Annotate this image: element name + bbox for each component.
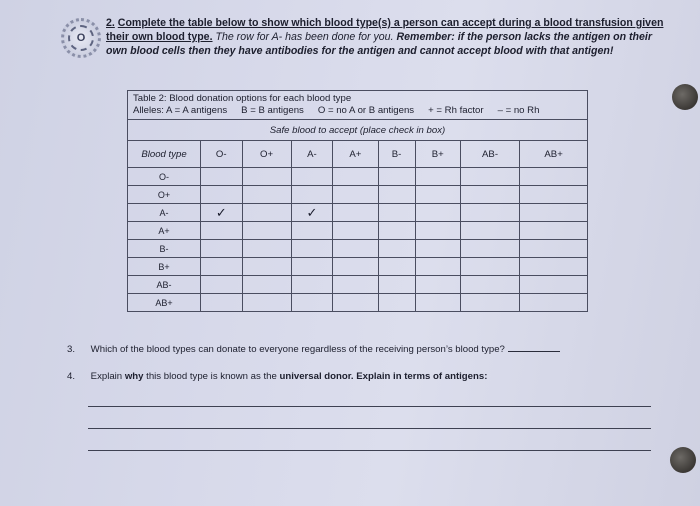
check-cell[interactable] [460, 276, 519, 294]
check-cell[interactable] [520, 258, 588, 276]
allele-legend-item: O = no A or B antigens [317, 105, 415, 116]
check-cell[interactable] [242, 204, 291, 222]
check-cell[interactable] [378, 168, 415, 186]
check-cell[interactable] [201, 168, 243, 186]
row-blood-type-label: O+ [128, 186, 201, 204]
column-header-b-neg: B- [378, 141, 415, 168]
check-cell[interactable] [201, 294, 243, 312]
check-cell[interactable] [242, 168, 291, 186]
table-row [128, 294, 588, 312]
check-cell[interactable] [378, 186, 415, 204]
check-cell[interactable] [333, 168, 378, 186]
check-cell[interactable] [242, 222, 291, 240]
check-cell[interactable] [378, 204, 415, 222]
table-row [128, 276, 588, 294]
check-cell[interactable] [415, 240, 460, 258]
table-row [128, 258, 588, 276]
check-mark-icon: ✓ [215, 204, 227, 220]
check-cell[interactable] [333, 258, 378, 276]
question-4-mid: this blood type is known as the [143, 371, 280, 382]
question-4 [67, 371, 487, 382]
row-blood-type-label: B+ [128, 258, 201, 276]
blood-cell-icon [61, 18, 101, 58]
row-blood-type-label: B- [128, 240, 201, 258]
allele-legend-item: B = B antigens [241, 105, 304, 116]
check-cell[interactable] [415, 294, 460, 312]
allele-legend-item: – = no Rh [497, 105, 540, 116]
safe-blood-header [128, 120, 588, 141]
check-cell[interactable] [460, 258, 519, 276]
check-cell[interactable] [415, 168, 460, 186]
allele-legend-item: + = Rh factor [428, 105, 484, 116]
question-4-number: 4. [67, 371, 76, 382]
check-cell[interactable] [333, 204, 378, 222]
check-cell[interactable] [520, 222, 588, 240]
safe-blood-label: Safe blood to accept [269, 124, 358, 136]
check-cell[interactable] [378, 222, 415, 240]
check-cell[interactable] [291, 240, 333, 258]
check-cell[interactable] [460, 294, 519, 312]
check-cell[interactable] [291, 186, 333, 204]
question-2-instruction: Complete the table below to show which blood type(s) a person can accept during a blood transfusion given their own blood type. [106, 17, 664, 43]
check-cell[interactable] [378, 258, 415, 276]
check-cell[interactable] [291, 204, 333, 222]
check-cell[interactable] [460, 186, 519, 204]
table-title: Table 2: Blood donation options for each blood type [133, 93, 352, 104]
check-cell[interactable] [333, 186, 378, 204]
check-cell[interactable] [291, 294, 333, 312]
check-mark-icon: ✓ [306, 204, 318, 220]
allele-legend-item: Alleles: A = A antigens [133, 105, 228, 116]
check-cell[interactable] [333, 240, 378, 258]
check-cell[interactable] [201, 240, 243, 258]
column-header-o-negpos: O+ [242, 141, 291, 168]
question-3 [67, 344, 560, 355]
check-cell[interactable] [291, 258, 333, 276]
check-cell[interactable] [333, 276, 378, 294]
check-cell[interactable] [333, 222, 378, 240]
row-blood-type-label: A+ [128, 222, 201, 240]
check-cell[interactable] [520, 186, 588, 204]
answer-line[interactable] [88, 428, 651, 429]
column-header-b-negpos: B+ [415, 141, 460, 168]
check-cell[interactable] [242, 294, 291, 312]
column-header-o-neg: O- [201, 141, 243, 168]
question-2-reminder: Remember: if the person lacks the antigen on their own blood cells then they have antibodies for the antigen and cannot accept blood with that antigen! [106, 31, 652, 57]
blood-cell-inner-icon: O [68, 25, 94, 51]
check-cell[interactable] [242, 240, 291, 258]
check-cell[interactable] [378, 276, 415, 294]
check-cell[interactable] [242, 276, 291, 294]
question-4-bold-why: why [124, 371, 144, 382]
blood-type-column-header: Blood type [128, 141, 201, 168]
table-row [128, 204, 588, 222]
check-cell[interactable] [460, 204, 519, 222]
punch-hole [670, 447, 696, 473]
punch-hole [672, 84, 698, 110]
question-3-number: 3. [67, 344, 76, 355]
check-cell[interactable] [201, 186, 243, 204]
check-cell[interactable] [415, 258, 460, 276]
check-cell[interactable] [291, 168, 333, 186]
table-row [128, 168, 588, 186]
check-cell[interactable] [415, 222, 460, 240]
check-cell[interactable] [460, 222, 519, 240]
blood-donation-table [127, 90, 588, 312]
alleles-legend [133, 105, 582, 117]
question-4-pre: Explain [90, 371, 125, 382]
check-cell[interactable] [201, 204, 243, 222]
question-3-text: Which of the blood types can donate to everyone regardless of the receiving person’s blood type? [90, 344, 505, 355]
question-2-example-note: The row for A- has been done for you. [215, 31, 394, 43]
column-header-ab-neg: AB- [460, 141, 519, 168]
question-4-bold-universal: universal donor. Explain in terms of antigens: [279, 371, 488, 382]
check-cell[interactable] [378, 294, 415, 312]
question-2-number: 2. [106, 17, 115, 29]
check-cell[interactable] [520, 276, 588, 294]
row-blood-type-label: AB+ [128, 294, 201, 312]
check-cell[interactable] [415, 276, 460, 294]
row-blood-type-label: A- [128, 204, 201, 222]
check-cell[interactable] [460, 168, 519, 186]
check-cell[interactable] [201, 276, 243, 294]
check-cell[interactable] [520, 294, 588, 312]
check-cell[interactable] [242, 186, 291, 204]
check-cell[interactable] [520, 240, 588, 258]
check-cell[interactable] [291, 276, 333, 294]
check-cell[interactable] [242, 258, 291, 276]
table-row [128, 186, 588, 204]
row-blood-type-label: AB- [128, 276, 201, 294]
check-cell[interactable] [460, 240, 519, 258]
check-cell[interactable] [520, 204, 588, 222]
check-cell[interactable] [201, 258, 243, 276]
table-caption [128, 91, 588, 120]
check-cell[interactable] [333, 294, 378, 312]
check-cell[interactable] [415, 186, 460, 204]
check-cell[interactable] [291, 222, 333, 240]
check-cell[interactable] [415, 204, 460, 222]
check-cell[interactable] [378, 240, 415, 258]
check-cell[interactable] [201, 222, 243, 240]
question-3-answer-blank[interactable] [508, 351, 560, 352]
answer-line[interactable] [88, 450, 651, 451]
safe-blood-hint: (place check in box) [359, 124, 446, 136]
answer-line[interactable] [88, 406, 651, 407]
row-blood-type-label: O- [128, 168, 201, 186]
column-header-a-negpos: A+ [333, 141, 378, 168]
column-header-ab-negpos: AB+ [520, 141, 588, 168]
question-2 [106, 16, 666, 58]
table-row [128, 240, 588, 258]
column-header-a-neg: A- [291, 141, 333, 168]
table-row [128, 222, 588, 240]
check-cell[interactable] [520, 168, 588, 186]
